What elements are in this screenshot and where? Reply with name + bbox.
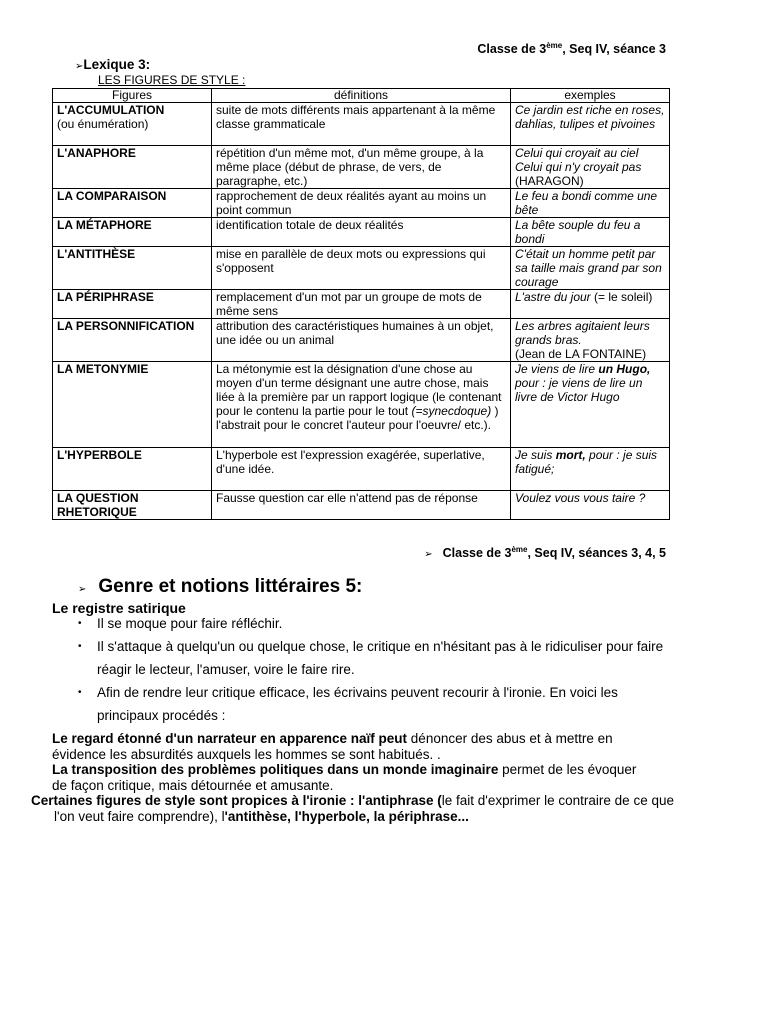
example-cell: L'astre du jour (= le soleil): [511, 290, 670, 319]
list-item: • Afin de rendre leur critique efficace, les écrivains peuvent recourir à l'ironie. En voici les principaux procédés :: [76, 681, 676, 727]
table-row: [53, 362, 670, 448]
figure-cell: LA QUESTION RHETORIQUE: [53, 491, 212, 520]
table-row: [53, 290, 670, 319]
list-item: • Il se moque pour faire réfléchir.: [76, 612, 676, 635]
class-header-2: ➢ Classe de 3ème, Seq IV, séances 3, 4, 5: [424, 544, 666, 560]
definition-cell: Fausse question car elle n'attend pas de réponse: [212, 491, 511, 520]
figure-cell: LA METONYMIE: [53, 362, 212, 448]
example-cell: Je suis mort, pour : je suis fatigué;: [511, 448, 670, 491]
column-header-definitions: définitions: [212, 89, 511, 103]
list-item: • Il s'attaque à quelqu'un ou quelque chose, le critique en n'hésitant pas à le ridiculiser pour faire réagir le lecteur, l'amuser, voire le faire rire.: [76, 635, 676, 681]
table-row: [53, 448, 670, 491]
table-row: [53, 189, 670, 218]
table-row: [53, 247, 670, 290]
registre-heading: Le registre satirique: [52, 600, 186, 616]
example-cell: Celui qui croyait au ciel Celui qui n'y croyait pas (HARAGON): [511, 146, 670, 189]
figure-cell: LA PERSONNIFICATION: [53, 319, 212, 362]
figure-cell: LA MÉTAPHORE: [53, 218, 212, 247]
definition-cell: remplacement d'un mot par un groupe de mots de même sens: [212, 290, 511, 319]
bullet-icon: •: [78, 687, 82, 698]
definition-cell: L'hyperbole est l'expression exagérée, superlative, d'une idée.: [212, 448, 511, 491]
arrow-bullet-icon: ➢: [424, 549, 433, 560]
definition-cell: rapprochement de deux réalités ayant au moins un point commun: [212, 189, 511, 218]
table-header-row: [53, 89, 670, 103]
bullet-icon: •: [78, 641, 82, 652]
figure-cell: LA PÉRIPHRASE: [53, 290, 212, 319]
bullet-list: [76, 612, 676, 727]
figure-cell: L'ANAPHORE: [53, 146, 212, 189]
example-cell: Les arbres agitaient leurs grands bras. (Jean de LA FONTAINE): [511, 319, 670, 362]
arrow-bullet-icon: ➢: [78, 584, 87, 595]
paragraph-transposition: La transposition des problèmes politiques dans un monde imaginaire permet de les évoquer de façon critique, mais détournée et amusante.: [52, 762, 637, 793]
paragraph-figures-ironie: Certaines figures de style sont propices à l'ironie : l'antiphrase (le fait d'exprimer le contraire de ce que l'on veut faire comprendre), l'antithèse, l'hyperbole, la périphrase...: [31, 793, 674, 824]
figures-table: [52, 88, 670, 520]
example-cell: C'était un homme petit par sa taille mais grand par son courage: [511, 247, 670, 290]
table-row: [53, 218, 670, 247]
definition-cell: attribution des caractéristiques humaines à un objet, une idée ou un animal: [212, 319, 511, 362]
definition-cell: identification totale de deux réalités: [212, 218, 511, 247]
figure-cell: L'ACCUMULATION (ou énumération): [53, 103, 212, 146]
lexique-heading: ➢Lexique 3:: [75, 57, 151, 72]
column-header-figures: Figures: [53, 89, 212, 103]
paragraph-narrateur: Le regard étonné d'un narrateur en apparence naïf peut dénoncer des abus et à mettre en évidence les absurdités auxquels les hommes se sont habitués. .: [52, 731, 613, 762]
example-cell: Le feu a bondi comme une bête: [511, 189, 670, 218]
table-row: [53, 103, 670, 146]
genre-heading: ➢ Genre et notions littéraires 5:: [78, 576, 363, 597]
column-header-examples: exemples: [511, 89, 670, 103]
definition-cell: répétition d'un même mot, d'un même groupe, à la même place (début de phrase, de vers, de paragraphe, etc.): [212, 146, 511, 189]
example-cell: Voulez vous vous taire ?: [511, 491, 670, 520]
example-cell: La bête souple du feu a bondi: [511, 218, 670, 247]
arrow-bullet-icon: ➢: [75, 61, 84, 72]
example-cell: Ce jardin est riche en roses, dahlias, tulipes et pivoines: [511, 103, 670, 146]
figure-cell: L'ANTITHÈSE: [53, 247, 212, 290]
figures-title: LES FIGURES DE STYLE :: [98, 73, 246, 87]
definition-cell: La métonymie est la désignation d'une chose au moyen d'un terme désignant une autre chose, mais liée à la première par un rapport logique (le contenant pour le contenu la partie pour le tout (=synecdoque) ) l'abstrait pour le concret l'auteur pour l'oeuvre/ etc.).: [212, 362, 511, 448]
definition-cell: mise en parallèle de deux mots ou expressions qui s'opposent: [212, 247, 511, 290]
table-row: [53, 319, 670, 362]
table-row: [53, 491, 670, 520]
example-cell: Je viens de lire un Hugo, pour : je viens de lire un livre de Victor Hugo: [511, 362, 670, 448]
figure-cell: L'HYPERBOLE: [53, 448, 212, 491]
table-row: [53, 146, 670, 189]
bullet-icon: •: [78, 618, 82, 629]
class-header: Classe de 3ème, Seq IV, séance 3: [477, 40, 666, 56]
figure-cell: LA COMPARAISON: [53, 189, 212, 218]
definition-cell: suite de mots différents mais appartenant à la même classe grammaticale: [212, 103, 511, 146]
